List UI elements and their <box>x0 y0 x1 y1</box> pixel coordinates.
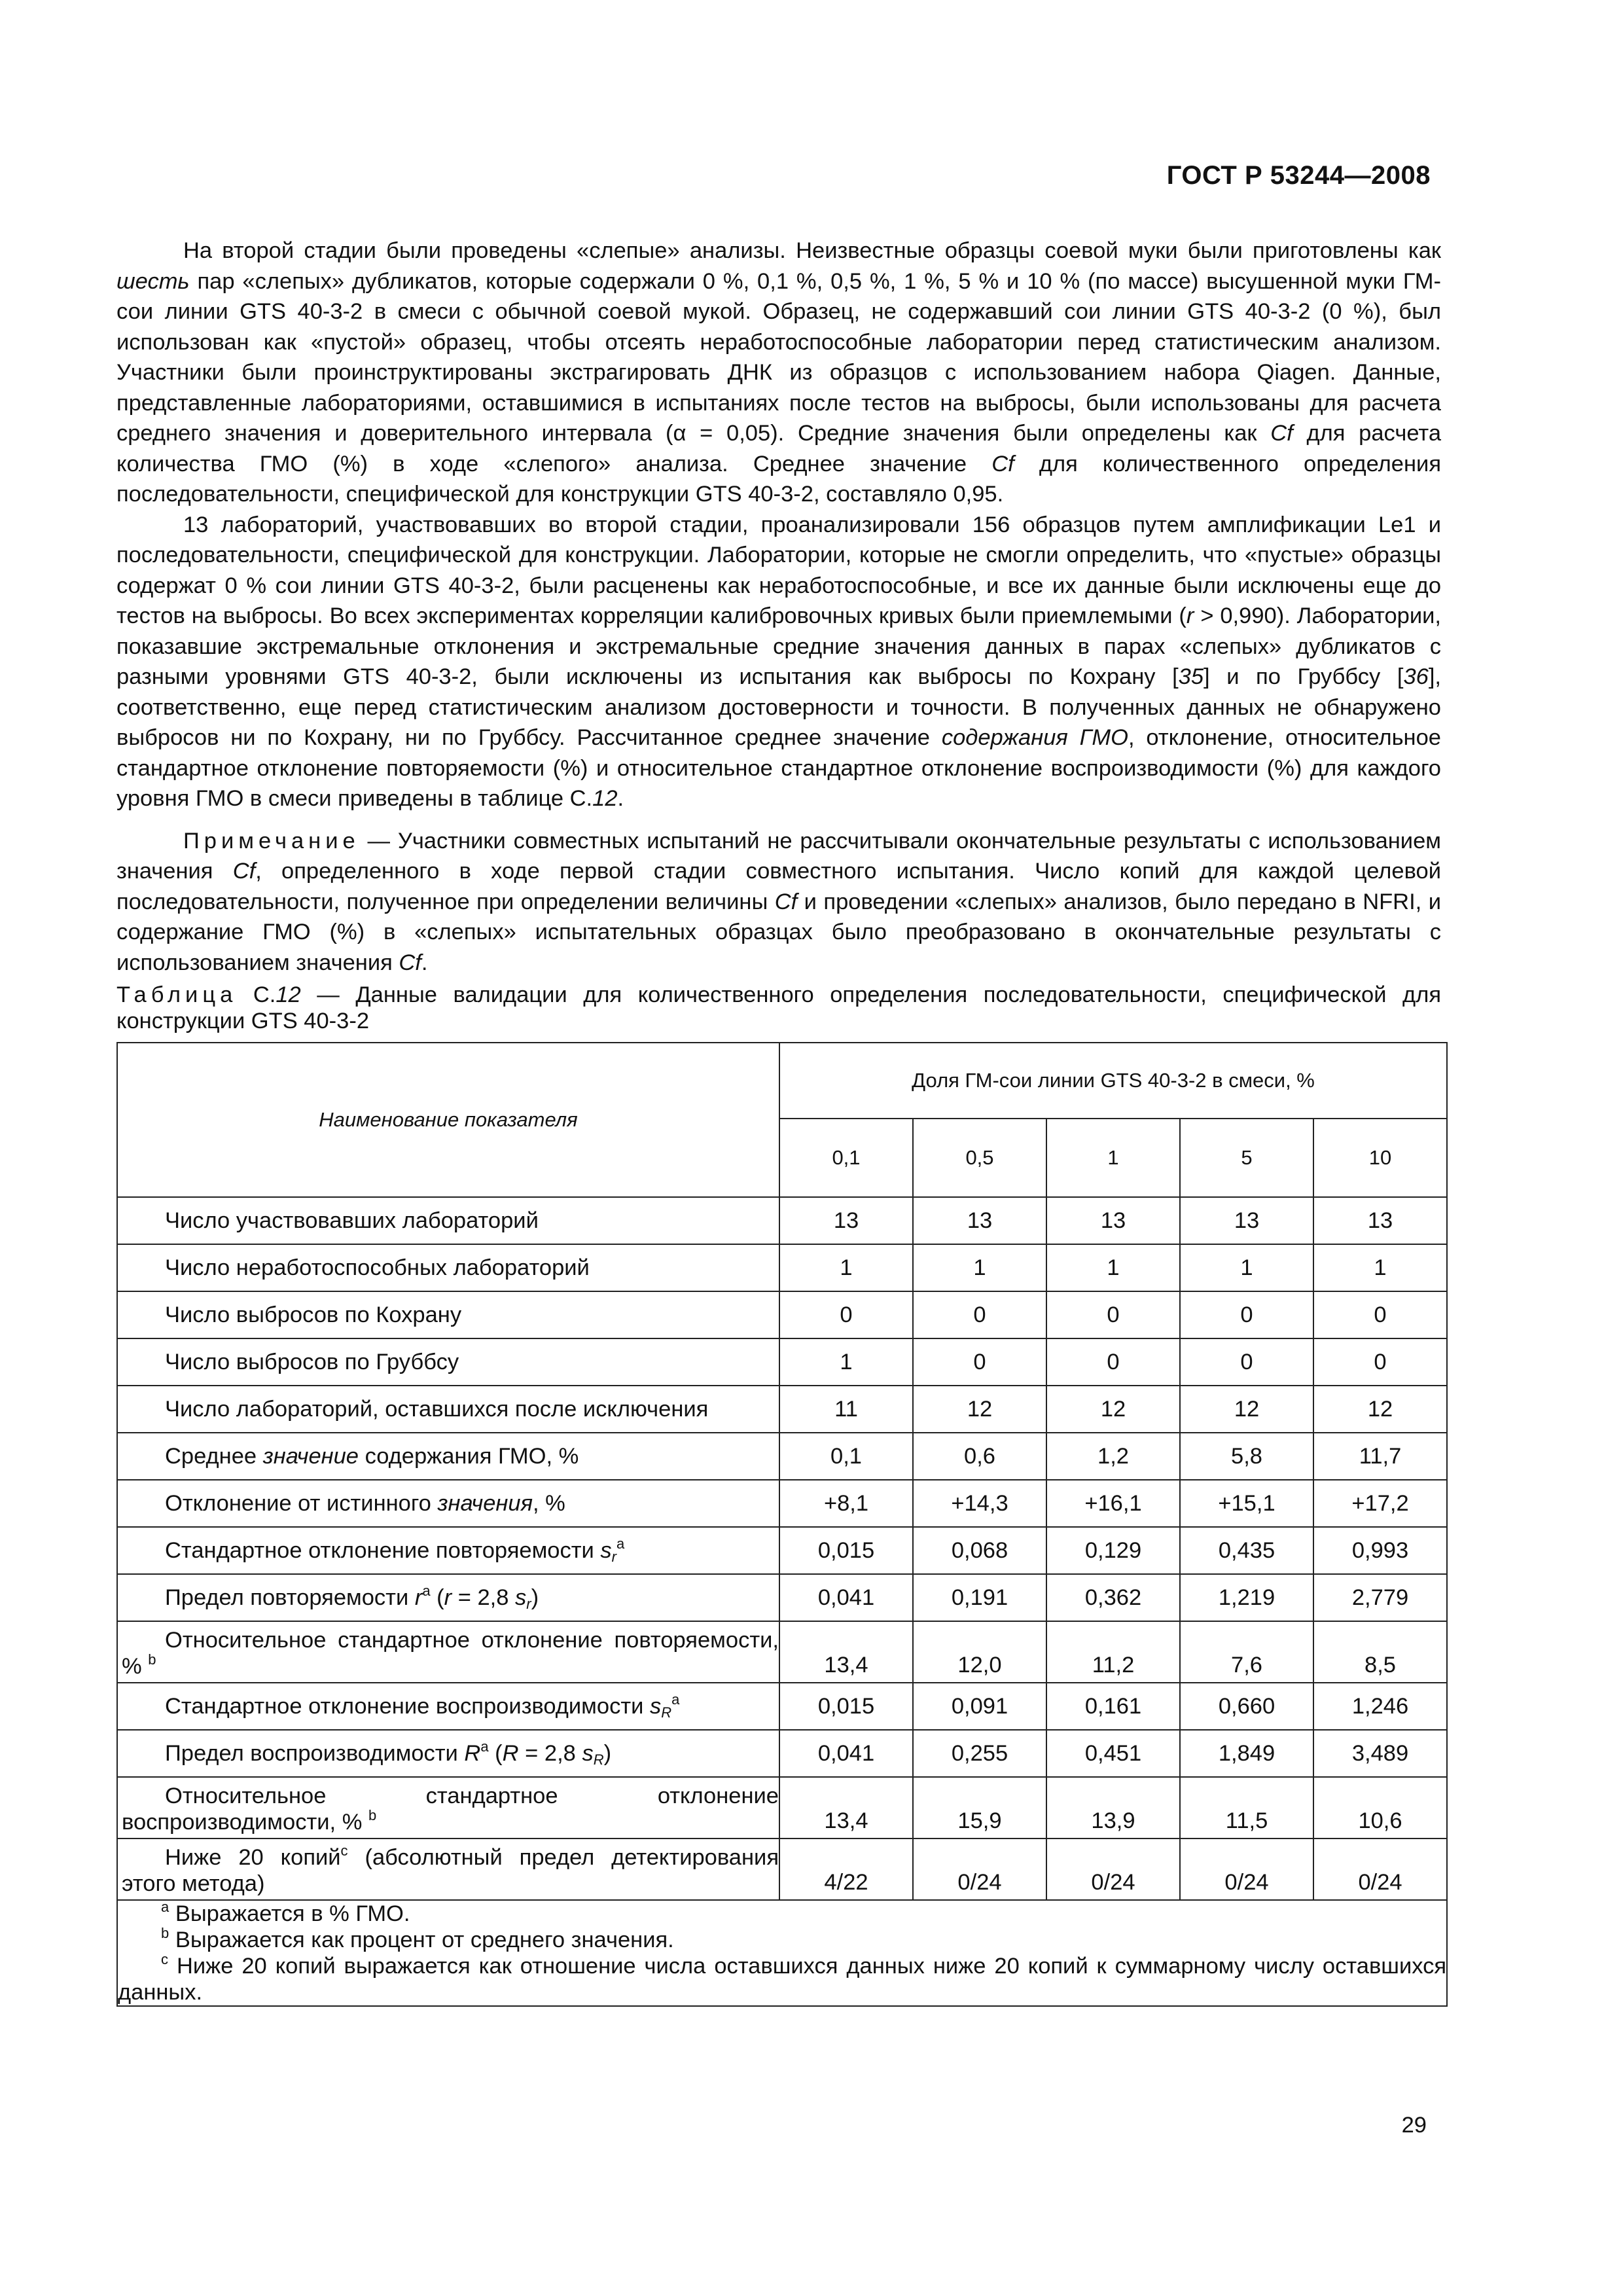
table-cell: 0/24 <box>1046 1839 1180 1900</box>
document-header: ГОСТ Р 53244—2008 <box>1166 161 1431 190</box>
table-cell: 0,129 <box>1046 1527 1180 1574</box>
table-cell: 0 <box>1180 1338 1313 1386</box>
row-label: Отклонение от истинного значения, % <box>117 1480 779 1527</box>
table-cell: 13 <box>913 1197 1046 1244</box>
column-header-gm-share: Доля ГМ-сои линии GTS 40-3-2 в смеси, % <box>779 1043 1447 1119</box>
table-cell: 1 <box>1313 1244 1447 1291</box>
page-number: 29 <box>1401 2113 1427 2138</box>
table-cell: 0 <box>779 1291 913 1338</box>
column-header-0-5: 0,5 <box>913 1119 1046 1197</box>
table-header-row <box>117 1043 1447 1119</box>
table-cell: 0/24 <box>1180 1839 1313 1900</box>
table-cell: 0 <box>913 1338 1046 1386</box>
table-cell: 13 <box>779 1197 913 1244</box>
row-label: Относительное стандартное отклонение воспроизводимости, % $^b$ <box>117 1777 779 1839</box>
table-cell: 4/22 <box>779 1839 913 1900</box>
row-label: Число лабораторий, оставшихся после исключения <box>117 1386 779 1433</box>
table-cell: 12 <box>1313 1386 1447 1433</box>
table-cell: 1,219 <box>1180 1574 1313 1621</box>
row-label: Число выбросов по Груббсу <box>117 1338 779 1386</box>
table-row <box>117 1683 1447 1730</box>
table-cell: 0 <box>1313 1338 1447 1386</box>
table-cell: 11,2 <box>1046 1621 1180 1683</box>
table-cell: 5,8 <box>1180 1433 1313 1480</box>
table-cell: 11,7 <box>1313 1433 1447 1480</box>
table-cell: 0,191 <box>913 1574 1046 1621</box>
column-header-5: 5 <box>1180 1119 1313 1197</box>
table-cell: 2,779 <box>1313 1574 1447 1621</box>
table-cell: 1 <box>1046 1244 1180 1291</box>
table-cell: 13,4 <box>779 1777 913 1839</box>
table-cell: 11 <box>779 1386 913 1433</box>
footnote: $^a$ Выражается в % ГМО. <box>161 1899 410 1926</box>
table-row <box>117 1527 1447 1574</box>
table-cell: +16,1 <box>1046 1480 1180 1527</box>
table-cell: 1 <box>913 1244 1046 1291</box>
table-cell: 0,255 <box>913 1730 1046 1777</box>
table-cell: 0 <box>1046 1291 1180 1338</box>
table-row <box>117 1621 1447 1683</box>
table-caption: Таблица С.12 — Данные валидации для количественного определения последовательности, специфической для конструкции GTS 40-3-2 <box>116 982 1442 1033</box>
table-row <box>117 1574 1447 1621</box>
table-cell: 7,6 <box>1180 1621 1313 1683</box>
table-row <box>117 1338 1447 1386</box>
table-cell: 0,015 <box>779 1527 913 1574</box>
table-cell: 13 <box>1046 1197 1180 1244</box>
validation-data-table <box>116 1042 1448 2007</box>
column-header-10: 10 <box>1313 1119 1447 1197</box>
table-cell: 1 <box>779 1338 913 1386</box>
table-cell: 1,2 <box>1046 1433 1180 1480</box>
table-row <box>117 1197 1447 1244</box>
table-footnotes-row <box>117 1900 1447 2006</box>
table-cell: 0,993 <box>1313 1527 1447 1574</box>
row-label: Ниже 20 копий$^c$ (абсолютный предел детектирования этого метода) <box>117 1839 779 1900</box>
table-cell: 10,6 <box>1313 1777 1447 1839</box>
table-cell: 0,015 <box>779 1683 913 1730</box>
table-row <box>117 1777 1447 1839</box>
table-cell: 13,9 <box>1046 1777 1180 1839</box>
table-cell: 12,0 <box>913 1621 1046 1683</box>
footnote: $^b$ Выражается как процент от среднего значения. <box>161 1925 674 1952</box>
table-cell: 1 <box>779 1244 913 1291</box>
column-header-0-1: 0,1 <box>779 1119 913 1197</box>
table-row <box>117 1386 1447 1433</box>
row-label: Число выбросов по Кохрану <box>117 1291 779 1338</box>
table-cell: 0,091 <box>913 1683 1046 1730</box>
table-cell: 0,6 <box>913 1433 1046 1480</box>
table-cell: +17,2 <box>1313 1480 1447 1527</box>
table-row <box>117 1291 1447 1338</box>
table-row <box>117 1839 1447 1900</box>
table-cell: 13 <box>1313 1197 1447 1244</box>
table-cell: 12 <box>913 1386 1046 1433</box>
table-cell: 0/24 <box>1313 1839 1447 1900</box>
table-row <box>117 1480 1447 1527</box>
table-row <box>117 1730 1447 1777</box>
row-label: Предел воспроизводимости $R^a$ (R = 2,8 $s_R$) <box>117 1730 779 1777</box>
table-cell: 0,068 <box>913 1527 1046 1574</box>
table-cell: 0,660 <box>1180 1683 1313 1730</box>
note-paragraph: Примечание — Участники совместных испытаний не рассчитывали окончательные результаты с использованием значения Cf, определенного в ходе первой стадии совместного испытания. Число копий для каждой целевой последовательности, полученное при определении величины Cf и проведении «слепых» анализов, было передано в NFRI, и содержание ГМО (%) в «слепых» испытательных образцах было преобразовано в окончательные результаты с использованием значения Cf. <box>116 828 1442 975</box>
table-cell: 0 <box>1180 1291 1313 1338</box>
table-cell: 15,9 <box>913 1777 1046 1839</box>
table-cell: 0,451 <box>1046 1730 1180 1777</box>
table-cell: 1,246 <box>1313 1683 1447 1730</box>
table-cell: 11,5 <box>1180 1777 1313 1839</box>
row-label: Число участвовавших лабораторий <box>117 1197 779 1244</box>
table-cell: 0,362 <box>1046 1574 1180 1621</box>
row-label: Среднее значение содержания ГМО, % <box>117 1433 779 1480</box>
table-cell: 13 <box>1180 1197 1313 1244</box>
table-cell: 12 <box>1046 1386 1180 1433</box>
table-cell: 0 <box>1313 1291 1447 1338</box>
table-cell: 0 <box>913 1291 1046 1338</box>
table-cell: 12 <box>1180 1386 1313 1433</box>
table-cell: 8,5 <box>1313 1621 1447 1683</box>
footnote: $^c$ Ниже 20 копий выражается как отношение числа оставшихся данных ниже 20 копий к суммарному числу оставшихся данных. <box>118 1951 1447 2005</box>
body-text <box>116 236 1441 978</box>
table-cell: +8,1 <box>779 1480 913 1527</box>
table-footnotes <box>117 1900 1447 2006</box>
table-cell: 0,435 <box>1180 1527 1313 1574</box>
column-header-1: 1 <box>1046 1119 1180 1197</box>
table-cell: +15,1 <box>1180 1480 1313 1527</box>
row-label: Стандартное отклонение повторяемости $s_r^a$ <box>117 1527 779 1574</box>
table-cell: +14,3 <box>913 1480 1046 1527</box>
table-row <box>117 1244 1447 1291</box>
table-cell: 0,1 <box>779 1433 913 1480</box>
row-label: Стандартное отклонение воспроизводимости $s_R^a$ <box>117 1683 779 1730</box>
table-cell: 0,041 <box>779 1574 913 1621</box>
table-cell: 1,849 <box>1180 1730 1313 1777</box>
table-cell: 0,041 <box>779 1730 913 1777</box>
column-header-indicator: Наименование показателя <box>117 1043 779 1197</box>
row-label: Предел повторяемости $r^a$ (r = 2,8 $s_r$) <box>117 1574 779 1621</box>
table-cell: 0/24 <box>913 1839 1046 1900</box>
table-cell: 13,4 <box>779 1621 913 1683</box>
table-cell: 0,161 <box>1046 1683 1180 1730</box>
table-cell: 0 <box>1046 1338 1180 1386</box>
table-cell: 1 <box>1180 1244 1313 1291</box>
row-label: Число неработоспособных лабораторий <box>117 1244 779 1291</box>
paragraph-blind-analysis: На второй стадии были проведены «слепые» анализы. Неизвестные образцы соевой муки были приготовлены как шесть пар «слепых» дубликатов, которые содержали 0 %, 0,1 %, 0,5 %, 1 %, 5 % и 10 % (по массе) высушенной муки ГМ-сои линии GTS 40-3-2 в смеси с обычной соевой мукой. Образец, не содержавший сои линии GTS 40-3-2 (0 %), был использован как «пустой» образец, чтобы отсеять неработоспособные лаборатории перед статистическим анализом. Участники были проинструктированы экстрагировать ДНК из образцов с использованием набора Qiagen. Данные, представленные лабораториями, оставшимися в испытаниях после тестов на выбросы, были использованы для расчета среднего значения и доверительного интервала (α = 0,05). Средние значения были определены как Cf для расчета количества ГМО (%) в ходе «слепого» анализа. Среднее значение Cf для количественного определения последовательности, специфической для конструкции GTS 40-3-2, составляло 0,95. <box>116 238 1442 507</box>
table-cell: 3,489 <box>1313 1730 1447 1777</box>
table-row <box>117 1433 1447 1480</box>
paragraph-labs-results: 13 лабораторий, участвовавших во второй стадии, проанализировали 156 образцов путем амплификации Le1 и последовательности, специфической для конструкции. Лаборатории, которые не смогли определить, что «пустые» образцы содержат 0 % сои линии GTS 40-3-2, были расценены как неработоспособные, и все их данные были исключены еще до тестов на выбросы. Во всех экспериментах корреляции калибровочных кривых были приемлемыми (r > 0,990). Лаборатории, показавшие экстремальные отклонения и экстремальные средние значения данных в парах «слепых» дубликатов с разными уровнями GTS 40-3-2, были исключены из испытания как выбросы по Кохрану [35] и по Груббсу [36], соответственно, еще перед статистическим анализом достоверности и точности. В полученных данных не обнаружено выбросов ни по Кохрану, ни по Груббсу. Рассчитанное среднее значение содержания ГМО, отклонение, относительное стандартное отклонение повторяемости (%) и относительное стандартное отклонение воспроизводимости (%) для каждого уровня ГМО в смеси приведены в таблице С.12. <box>116 512 1442 811</box>
row-label: Относительное стандартное отклонение повторяемости, % $^b$ <box>117 1621 779 1683</box>
